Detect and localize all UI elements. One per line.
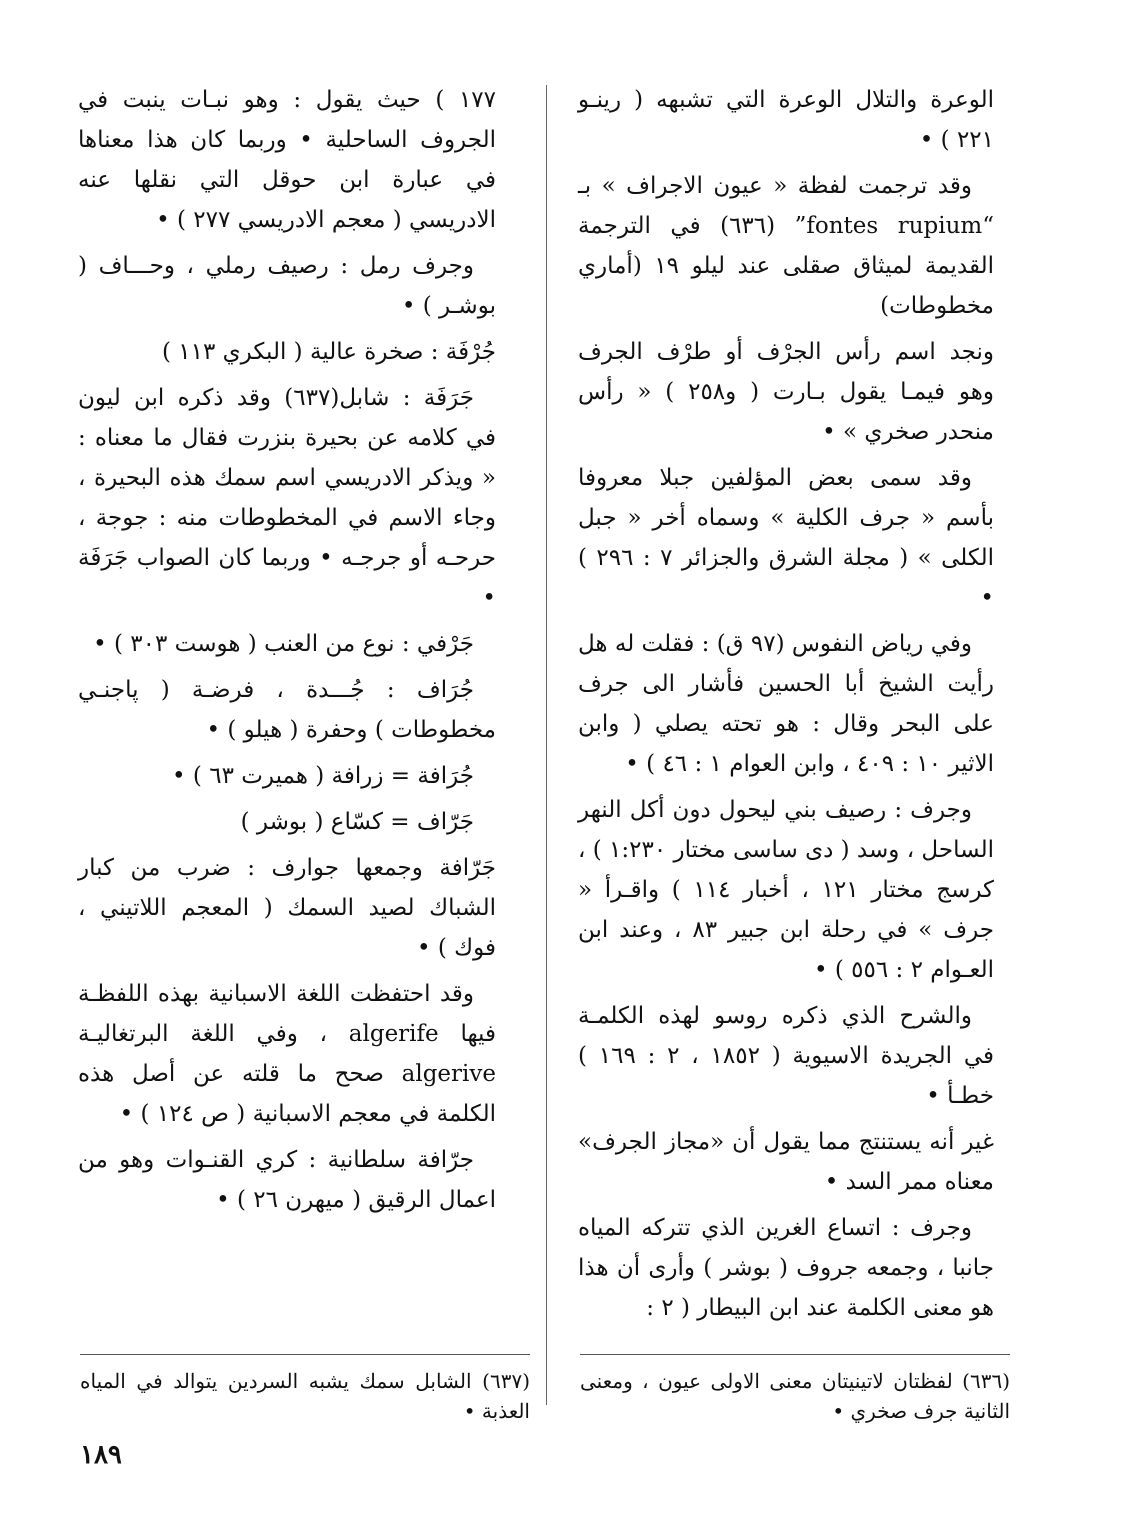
paragraph: جَرَفَة : شابل(٦٣٧) وقد ذكره ابن ليون في كلامه عن بحيرة بنزرت فقال ما معناه : « ويذكر الادريسي اسم سمك هذه البحيرة ، وجاء الاسم في المخطوطات منه : جوجة ، حرحـه أو جرجـه • وربما كان الصواب جَرَفَة • — [78, 385, 496, 611]
paragraph: والشرح الذي ذكره روسو لهذه الكلمـة في الجريدة الاسيوية ( ١٨٥٢ ، ٢ : ١٦٩ ) خطـأ • — [578, 1003, 995, 1109]
paragraph: جُرَاف : جُـــدة ، فرضـة ( پاجنـي مخطوطات ) وحفرة ( هيلو ) • — [78, 677, 496, 743]
left-column — [78, 80, 496, 1226]
paragraph: وجرف : اتساع الغرين الذي تتركه المياه جانبا ، وجمعه جروف ( بوشر ) وأرى أن هذا هو معنى الكلمة عند ابن البيطار ( ٢ : — [578, 1215, 994, 1321]
paragraph: جَرْفي : نوع من العنب ( هوست ٣٠٣ ) • — [93, 631, 474, 657]
paragraph: جُرَافة = زرافة ( هميرت ٦٣ ) • — [172, 763, 474, 789]
footnote-636: (٦٣٦) لفظتان لاتينيتان معنى الاولى عيون ، ومعنى الثانية جرف صخري • — [580, 1369, 1010, 1423]
paragraph: جَرّاف = كسّاع ( بوشر ) — [240, 809, 474, 835]
footnote-637: (٦٣٧) الشابل سمك يشبه السردين يتوالد في المياه العذبة • — [80, 1369, 530, 1423]
paragraph: ١٧٧ ) حيث يقول : وهو نبـات ينبت في الجروف الساحلية • وربما كان هذا معناها في عبارة ابن حوقل التي نقلها عنه الادريسي ( معجم الادريسي ٢٧٧ ) • — [78, 87, 496, 233]
paragraph: الوعرة والتلال الوعرة التي تشبهه ( رينـو ٢٢١ ) • — [578, 87, 994, 153]
paragraph: وقد سمى بعض المؤلفين جبلا معروفا بأسم « جرف الكلية » وسماه أخر « جبل الكلى » ( مجلة الشرق والجزائر ٧ : ٢٩٦ ) • — [578, 465, 994, 611]
footnote-rule — [80, 1354, 530, 1355]
paragraph: وقد احتفظت اللغة الاسبانية بهذه اللفظـة فيها algerife ، وفي اللغة البرتغاليـة algerive صحح ما قلته عن أصل هذه الكلمة في معجم الاسبانية ( ص ١٢٤ ) • — [78, 981, 496, 1127]
paragraph: وجرف رمل : رصيف رملي ، وحـــاف ( بوشـر ) • — [78, 253, 496, 319]
paragraph: وجرف : رصيف بني ليحول دون أكل النهر الساحل ، وسد ( دى ساسى مختار ١:٢٣٠ ) ، كرسج مختار ١٢١ ، أخبار ١١٤ ) واقـرأ « جرف » في رحلة ابن جبير ٨٣ ، وعند ابن العـوام ٢ : ٥٥٦ ) • — [578, 797, 994, 983]
paragraph: ونجد اسم رأس الجرْف أو طرْف الجرف وهو فيمـا يقول بـارت ( و٢٥٨ ) « رأس منحدر صخري » • — [578, 339, 994, 445]
paragraph: وفي رياض النفوس (٩٧ ق) : فقلت له هل رأيت الشيخ أبا الحسين فأشار الى جرف على البحر وقال : هو تحته يصلي ( وابن الاثير ١٠ : ٤٠٩ ، وابن العوام ١ : ٤٦ ) • — [578, 631, 994, 777]
footnote-rule — [580, 1354, 1010, 1355]
paragraph: وقد ترجمت لفظة « عيون الاجراف » بـ “fontes rupium” (٦٣٦) في الترجمة القديمة لميثاق صقلى عند ليلو ١٩ (أماري مخطوطات) — [578, 173, 994, 319]
paragraph: جرّافة سلطانية : كري القنـوات وهو من اعمال الرقيق ( ميهرن ٢٦ ) • — [78, 1147, 496, 1213]
paragraph: جُرْفَة : صخرة عالية ( البكري ١١٣ ) — [161, 339, 496, 365]
paragraph: غير أنه يستنتج مما يقول أن «مجاز الجرف» معناه ممر السد • — [578, 1129, 994, 1195]
right-column — [578, 80, 994, 1334]
paragraph: جَرّافة وجمعها جوارف : ضرب من كبار الشباك لصيد السمك ( المعجم اللاتيني ، فوك ) • — [78, 855, 496, 961]
column-divider — [546, 85, 547, 1405]
page-number: ١٨٩ — [80, 1440, 122, 1470]
